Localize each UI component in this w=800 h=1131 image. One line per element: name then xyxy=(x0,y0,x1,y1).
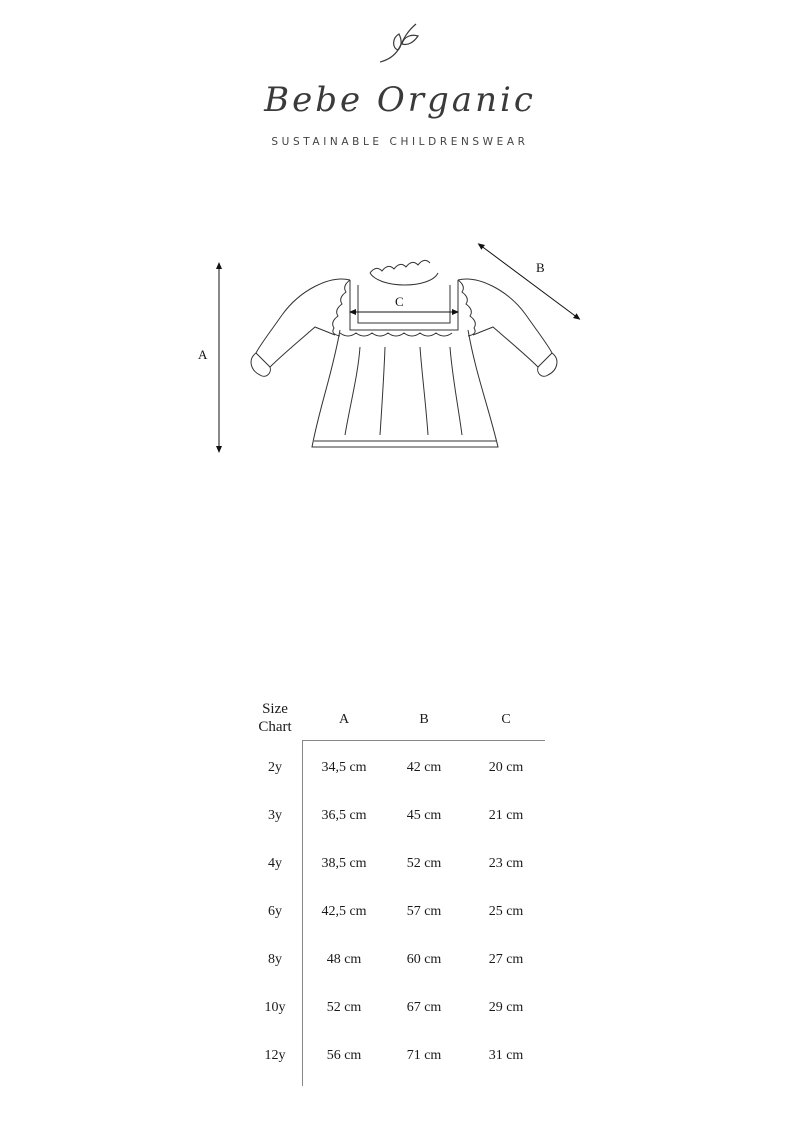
table-row xyxy=(250,856,550,876)
column-header-b: B xyxy=(419,712,429,727)
dimension-b-arrow xyxy=(480,245,578,318)
a-cell: 48 cm xyxy=(326,952,362,967)
a-cell: 56 cm xyxy=(326,1048,362,1063)
size-chart-title xyxy=(250,700,300,736)
table-row xyxy=(250,952,550,972)
garment-diagram xyxy=(190,235,610,465)
b-cell: 52 cm xyxy=(406,856,442,871)
column-header-a: A xyxy=(338,712,350,727)
size-chart-title-line2: Chart xyxy=(258,719,292,735)
size-chart-table xyxy=(250,700,550,1090)
a-cell: 36,5 cm xyxy=(321,808,367,823)
a-cell: 42,5 cm xyxy=(321,904,367,919)
size-chart-title-line1: Size xyxy=(262,701,288,717)
b-cell: 60 cm xyxy=(406,952,442,967)
size-cell: 2y xyxy=(268,760,282,775)
b-cell: 42 cm xyxy=(406,760,442,775)
c-cell: 21 cm xyxy=(488,808,524,823)
c-cell: 20 cm xyxy=(488,760,524,775)
b-cell: 71 cm xyxy=(406,1048,442,1063)
c-cell: 23 cm xyxy=(488,856,524,871)
dimension-b-label: B xyxy=(536,260,545,275)
b-cell: 67 cm xyxy=(406,1000,442,1015)
a-cell: 38,5 cm xyxy=(321,856,367,871)
table-row xyxy=(250,1048,550,1068)
c-cell: 31 cm xyxy=(488,1048,524,1063)
c-cell: 27 cm xyxy=(488,952,524,967)
b-cell: 57 cm xyxy=(406,904,442,919)
c-cell: 29 cm xyxy=(488,1000,524,1015)
dimension-a-label: A xyxy=(198,347,208,362)
size-cell: 8y xyxy=(268,952,282,967)
brand-tagline: SUSTAINABLE CHILDRENSWEAR xyxy=(271,136,529,148)
b-cell: 45 cm xyxy=(406,808,442,823)
table-row xyxy=(250,760,550,780)
size-cell: 12y xyxy=(264,1048,286,1063)
table-row xyxy=(250,1000,550,1020)
brand-name: Bebe Organic xyxy=(264,80,536,120)
size-cell: 4y xyxy=(268,856,282,871)
dimension-c-label: C xyxy=(395,294,404,309)
a-cell: 34,5 cm xyxy=(321,760,367,775)
leaf-logo-icon xyxy=(372,18,428,68)
garment-outline xyxy=(251,260,557,447)
header-divider xyxy=(302,740,545,741)
size-cell: 3y xyxy=(268,808,282,823)
size-cell: 6y xyxy=(268,904,282,919)
c-cell: 25 cm xyxy=(488,904,524,919)
a-cell: 52 cm xyxy=(326,1000,362,1015)
table-row xyxy=(250,808,550,828)
size-cell: 10y xyxy=(264,1000,286,1015)
table-row xyxy=(250,904,550,924)
column-header-c: C xyxy=(501,712,511,727)
